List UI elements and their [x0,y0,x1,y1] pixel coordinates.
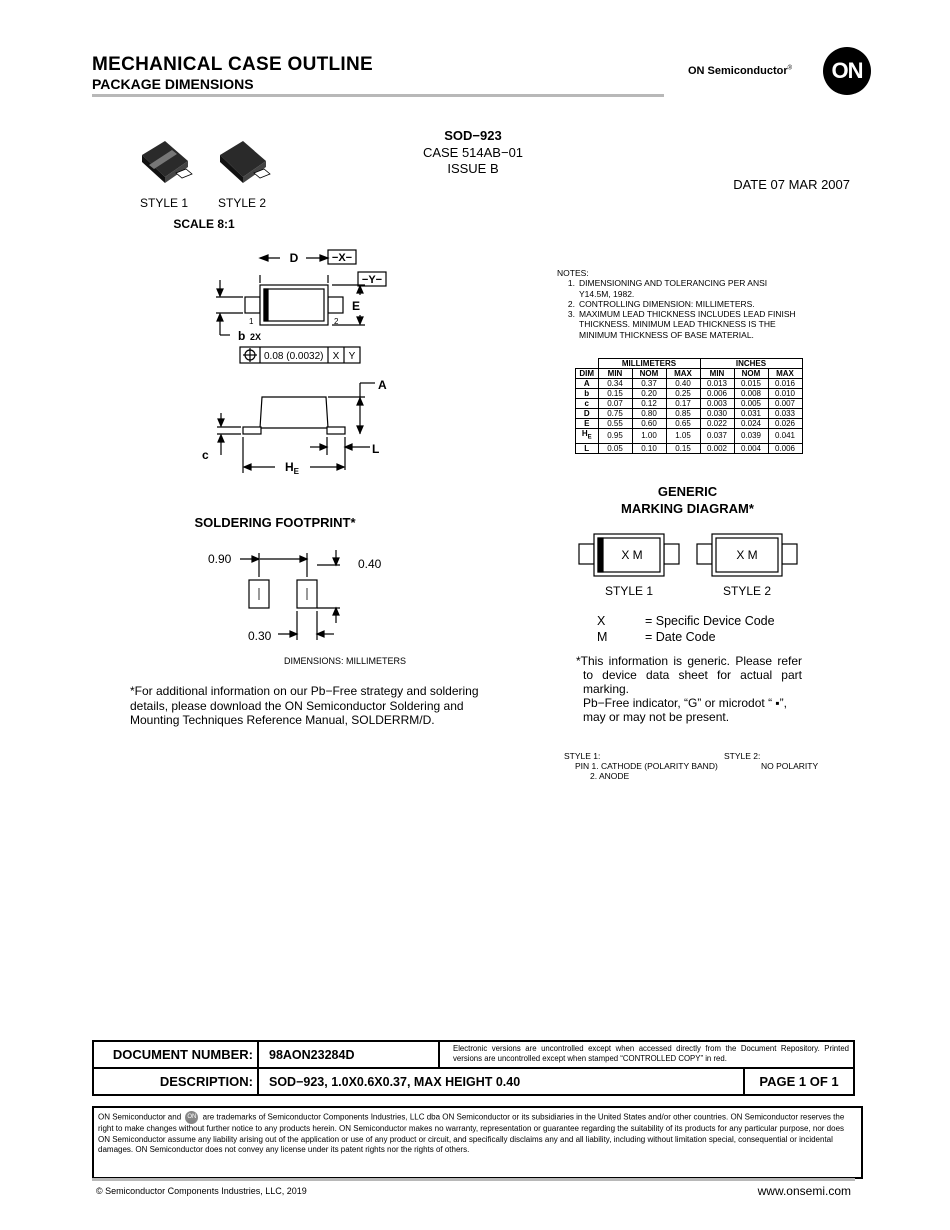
dim-d-label: D [289,251,299,265]
description-value: SOD−923, 1.0X0.6X0.37, MAX HEIGHT 0.40 [257,1067,745,1096]
table-cell: 0.024 [734,419,768,429]
table-cell: 0.022 [700,419,734,429]
marking-style2-label: STYLE 2 [722,584,772,598]
view-style2-label: STYLE 2 [217,196,267,210]
package-3d-style2 [220,141,270,183]
generic-note-line2: Pb−Free indicator, “G” or microdot “ ▪”, may or may not be present. [583,696,787,724]
table-cell: 0.015 [734,379,768,389]
table-cell: 0.013 [700,379,734,389]
table-cell: 0.95 [598,429,632,444]
registered-mark: ® [787,65,793,72]
note-item: 3. MAXIMUM LEAD THICKNESS INCLUDES LEAD FINISH THICKNESS. MINIMUM LEAD THICKNESS IS THE MINIMUM THICKNESS OF BASE MATERIAL. [567,309,796,340]
style2-pinout: STYLE 2: NO POLARITY [724,751,819,771]
table-row: c 0.07 0.12 0.17 0.003 0.005 0.007 [576,399,803,409]
group-millimeters: MILLIMETERS [598,359,700,369]
on-small-logo: ON [185,1111,198,1124]
table-cell: 0.55 [598,419,632,429]
table-row: b 0.15 0.20 0.25 0.006 0.008 0.010 [576,389,803,399]
table-cell: 0.004 [734,443,768,453]
tolerance-datum-x: X [332,351,340,362]
dim-b-label: b [238,329,246,343]
table-cell: 0.005 [734,399,768,409]
pin1-label: 1 [249,317,254,326]
group-inches: INCHES [700,359,802,369]
notes-heading: NOTES: [557,268,589,278]
table-cell: 0.15 [598,389,632,399]
table-cell: 0.006 [768,443,802,453]
generic-note-line1: *This information is generic. Please refer to device data sheet for actual part marking. [576,654,802,696]
table-cell: 0.033 [768,409,802,419]
package-name: SOD−923 [444,128,502,143]
header-divider [92,94,664,97]
top-view [216,250,386,363]
table-cell: 0.60 [632,419,666,429]
table-cell: 0.05 [598,443,632,453]
table-cell: 0.85 [666,409,700,419]
dimensions-table [575,358,803,454]
table-cell: 0.026 [768,419,802,429]
table-cell: 0.030 [700,409,734,419]
table-cell: 0.75 [598,409,632,419]
table-column-header: DIM MIN NOM MAX MIN NOM MAX [576,369,803,379]
notes-block [557,268,797,340]
document-number-label: DOCUMENT NUMBER: [92,1040,259,1069]
footprint-dim-030: 0.30 [248,629,272,643]
table-row: L 0.05 0.10 0.15 0.002 0.004 0.006 [576,443,803,453]
package-case: CASE 514AB−01 [422,145,524,160]
table-cell: 0.40 [666,379,700,389]
generic-note [576,654,802,724]
table-cell: 0.007 [768,399,802,409]
dim-c-label: c [202,448,209,462]
legal-notice: ON Semiconductor and ON are trademarks of Semiconductor Components Industries, LLC dba ON Semiconductor or its subsidiaries in the United States and/or other countries. ON Semiconductor reserves the right to make changes without further notice to any products herein. ON Semiconductor makes no warranty, representation or guarantee regarding the suitability of its products for any particular purpose, nor does ON Semiconductor assume any liability arising out of the application or use of any product or circuit, and specifically disclaims any and all liability, including without limitation special, consequential or incidental damages. ON Semiconductor does not convey any license under its patent rights nor the rights of others. [92,1106,863,1179]
table-cell: 0.006 [700,389,734,399]
table-cell: 0.12 [632,399,666,409]
marking-code-style1: X M [621,548,643,562]
repository-note: Electronic versions are uncontrolled except when accessed directly from the Document Repository. Printed versions are uncontrolled except when stamped “CONTROLLED COPY” in red. [438,1040,855,1069]
note-item: 1. DIMENSIONING AND TOLERANCING PER ANSI Y14.5M, 1982. [567,278,768,299]
table-row: E 0.55 0.60 0.65 0.022 0.024 0.026 [576,419,803,429]
table-row: D 0.75 0.80 0.85 0.030 0.031 0.033 [576,409,803,419]
package-issue: ISSUE B [447,161,499,176]
datum-y-label: −Y− [361,274,383,286]
table-cell: 0.20 [632,389,666,399]
table-cell: 0.34 [598,379,632,389]
table-cell: 0.17 [666,399,700,409]
description-label: DESCRIPTION: [92,1067,259,1096]
table-cell: 0.010 [768,389,802,399]
page-number: PAGE 1 OF 1 [743,1067,855,1096]
table-row: A 0.34 0.37 0.40 0.013 0.015 0.016 [576,379,803,389]
legend-item: X = Specific Device Code [597,614,775,628]
marking-style1-label: STYLE 1 [604,584,654,598]
marking-diagram [575,530,805,605]
soldering-footprint-drawing [200,545,400,650]
package-3d-style1 [142,141,192,183]
table-group-header [576,359,803,369]
footer-divider [92,1178,855,1181]
table-cell: 0.25 [666,389,700,399]
note-item: 2. CONTROLLING DIMENSION: MILLIMETERS. [567,298,755,309]
table-cell: 0.65 [666,419,700,429]
tolerance-datum-y: Y [348,351,356,362]
document-date: DATE 07 MAR 2007 [733,177,850,192]
style1-pinout: STYLE 1: PIN 1. CATHODE (POLARITY BAND) 2. ANODE [564,751,718,781]
marking-code-style2: X M [736,548,758,562]
side-view [217,383,375,473]
table-cell: 0.031 [734,409,768,419]
dimensions-units: DIMENSIONS: MILLIMETERS [283,656,407,666]
dim-he-label: $H_E$ [285,460,300,476]
marking-legend [597,613,775,645]
table-cell: 0.008 [734,389,768,399]
dim-l-label: L [372,442,380,456]
table-cell: 0.041 [768,429,802,444]
table-cell: 0.07 [598,399,632,409]
table-cell: 0.10 [632,443,666,453]
dim-a-label: A [378,378,387,392]
pb-free-note: *For additional information on our Pb−Free strategy and soldering details, please download the ON Semiconductor Soldering and Mounting Techniques Reference Manual, SOLDERRM/D. [130,684,479,727]
view-style1-label: STYLE 1 [139,196,189,210]
soldering-footprint-title: SOLDERING FOOTPRINT* [194,515,356,530]
copyright: © Semiconductor Components Industries, LLC, 2019 [96,1186,307,1196]
legend-item: M = Date Code [597,630,716,644]
table-cell: 0.039 [734,429,768,444]
scale-label: SCALE 8:1 [173,217,235,231]
table-cell: 1.05 [666,429,700,444]
table-cell: 0.80 [632,409,666,419]
marking-diagram-title: GENERIC MARKING DIAGRAM* [621,484,754,516]
mechanical-drawing [120,125,410,480]
table-cell: 0.002 [700,443,734,453]
dim-e-label: E [352,299,361,313]
table-cell: 0.016 [768,379,802,389]
pin2-label: 2 [334,317,339,326]
dim-b-count: 2X [250,332,262,342]
page-subtitle: PACKAGE DIMENSIONS [92,76,254,92]
tolerance-value: 0.08 (0.0032) [264,351,324,362]
table-cell: 0.037 [700,429,734,444]
footprint-dim-090: 0.90 [208,552,232,566]
document-number: 98AON23284D [257,1040,440,1069]
table-cell: 0.37 [632,379,666,389]
table-cell: 0.003 [700,399,734,409]
table-cell: 1.00 [632,429,666,444]
page-title: MECHANICAL CASE OUTLINE [92,54,373,75]
website-link[interactable]: www.onsemi.com [757,1184,851,1198]
datum-x-label: −X− [331,252,353,264]
on-logo: ON [823,47,871,95]
table-row: $H_E$ 0.95 1.00 1.05 0.037 0.039 0.041 [576,429,803,444]
brand-name: ON Semiconductor® [688,65,793,77]
footprint-dim-040: 0.40 [358,557,382,571]
document-info-table [92,1040,855,1096]
table-cell: 0.15 [666,443,700,453]
